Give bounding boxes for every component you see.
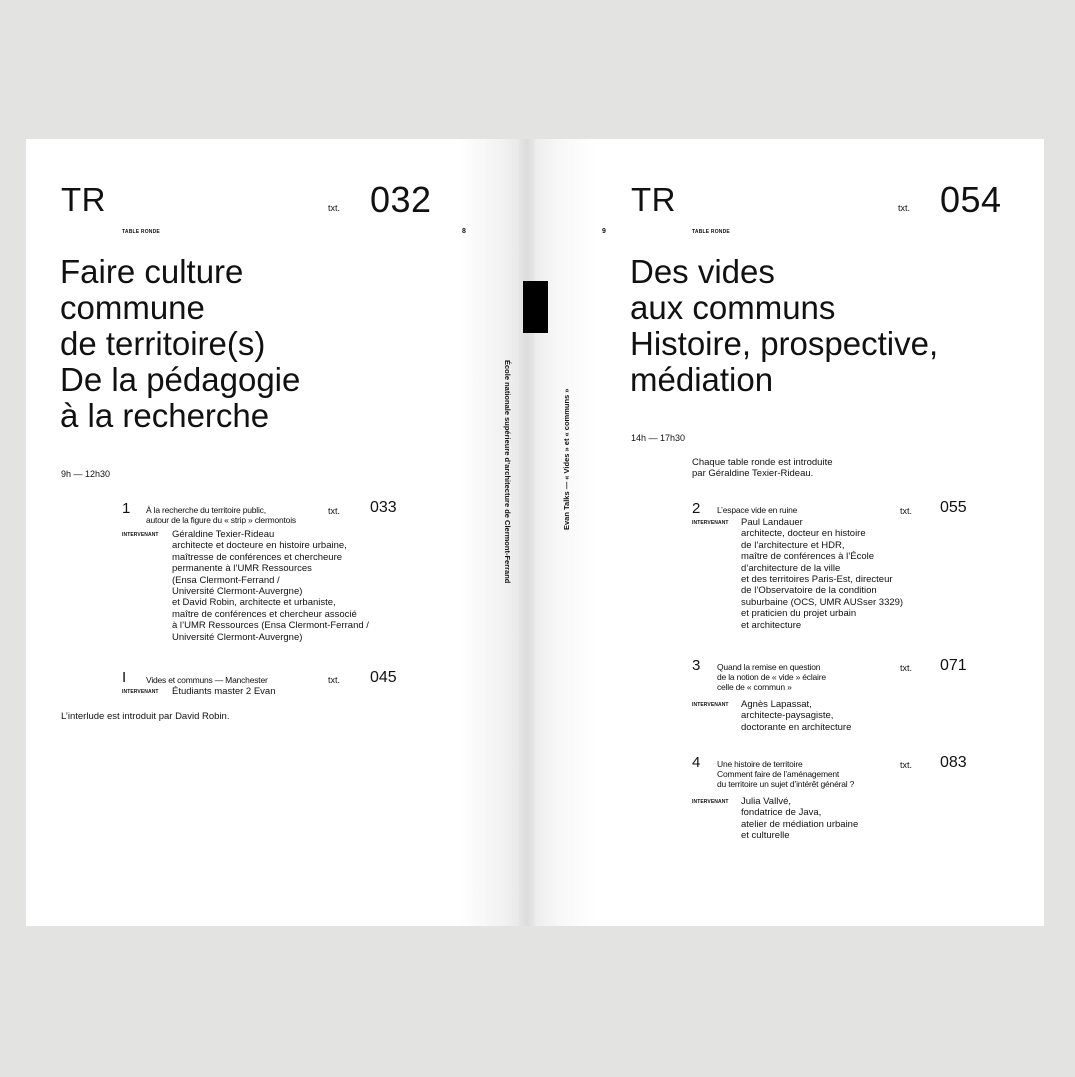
txt-label: txt. xyxy=(900,663,913,673)
intervenant-label: INTERVENANT xyxy=(692,799,729,805)
item-title-line: Comment faire de l’aménagement xyxy=(717,769,840,779)
speaker-line: maître de conférences à l’École xyxy=(741,551,875,563)
item-title-line: autour de la figure du « strip » clermontois xyxy=(146,515,296,525)
item-page-ref: 071 xyxy=(940,657,967,674)
intro-line: Chaque table ronde est introduite xyxy=(692,457,833,468)
txt-label: txt. xyxy=(328,203,341,213)
intro-text xyxy=(692,457,833,480)
left-page xyxy=(26,139,519,926)
page-folio: 9 xyxy=(602,228,606,235)
item-speakers xyxy=(172,529,369,643)
title-line: à la recherche xyxy=(60,397,270,434)
item-title xyxy=(717,759,854,789)
speaker-line: Étudiants master 2 Evan xyxy=(172,686,276,697)
speaker-line: atelier de médiation urbaine xyxy=(741,818,859,830)
item-page-ref: 033 xyxy=(370,499,397,516)
speaker-line: Université Clermont-Auvergne) xyxy=(172,586,303,598)
item-title-line: de la notion de « vide » éclaire xyxy=(717,672,826,682)
speaker-line: Géraldine Texier-Rideau xyxy=(172,529,275,540)
item-title-line: du territoire un sujet d’intérêt général ? xyxy=(717,779,855,789)
txt-label: txt. xyxy=(900,506,913,516)
speaker-line: maîtresse de conférences et chercheure xyxy=(172,551,343,563)
speaker-line: architecte, docteur en histoire xyxy=(741,528,866,540)
title-line: de territoire(s) xyxy=(60,325,266,362)
speaker-line: Julia Vallvé, xyxy=(741,796,791,807)
section-code: TR xyxy=(61,181,106,218)
speaker-line: (Ensa Clermont-Ferrand / xyxy=(172,574,280,586)
title-line: Faire culture xyxy=(60,253,244,290)
session-time: 14h — 17h30 xyxy=(631,433,686,443)
title-line: Histoire, prospective, xyxy=(630,325,939,362)
speaker-line: doctorante en architecture xyxy=(741,721,852,733)
intro-line: par Géraldine Texier-Rideau. xyxy=(692,468,814,480)
item-title-line: L’espace vide en ruine xyxy=(717,505,798,515)
page-title xyxy=(630,254,938,398)
vertical-school-name: École nationale supérieure d’architecture de Clermont-Ferrand xyxy=(503,360,512,584)
item-number: 4 xyxy=(692,754,701,771)
section-number: 054 xyxy=(940,179,1002,220)
txt-label: txt. xyxy=(328,506,341,516)
speaker-line: et des territoires Paris-Est, directeur xyxy=(741,574,893,586)
speaker-line: suburbaine (OCS, UMR AUSser 3329) xyxy=(741,596,904,608)
item-title-line: celle de « commun » xyxy=(717,682,792,692)
item-speakers xyxy=(741,699,851,733)
book-gutter xyxy=(519,139,535,926)
speaker-line: Paul Landauer xyxy=(741,517,803,528)
speaker-line: et David Robin, architecte et urbaniste, xyxy=(172,597,336,609)
title-line: De la pédagogie xyxy=(60,361,301,398)
item-number: 3 xyxy=(692,657,701,674)
item-title-line: Une histoire de territoire xyxy=(717,759,803,769)
speaker-line: et culturelle xyxy=(741,830,790,842)
item-number: 1 xyxy=(122,500,131,517)
intervenant-label: INTERVENANT xyxy=(692,702,729,708)
intervenant-label: INTERVENANT xyxy=(122,689,159,695)
item-title xyxy=(146,675,268,685)
speaker-line: de l’Observatoire de la condition xyxy=(741,585,877,597)
item-title-line: À la recherche du territoire public, xyxy=(146,505,266,515)
item-page-ref: 055 xyxy=(940,499,967,516)
right-page xyxy=(535,139,1044,926)
speaker-line: maître de conférences et chercheur associé xyxy=(172,608,357,620)
session-time: 9h — 12h30 xyxy=(61,469,111,479)
item-number: 2 xyxy=(692,500,701,517)
txt-label: txt. xyxy=(328,675,341,685)
item-title-line: Vides et communs — Manchester xyxy=(146,675,268,685)
item-speakers xyxy=(172,686,276,697)
intervenant-label: INTERVENANT xyxy=(122,532,159,538)
title-line: médiation xyxy=(630,361,774,398)
speaker-line: et architecture xyxy=(741,619,802,631)
footnote: L’interlude est introduit par David Robin. xyxy=(61,711,230,722)
title-line: aux communs xyxy=(630,289,836,326)
speaker-line: architecte-paysagiste, xyxy=(741,710,834,722)
vertical-event-name: Evan Talks — « Vides » et « communs » xyxy=(562,388,571,530)
speaker-line: architecte et docteure en histoire urbaine, xyxy=(172,540,347,552)
page-folio: 8 xyxy=(462,228,466,235)
intervenant-label: INTERVENANT xyxy=(692,520,729,526)
speaker-line: à l’UMR Ressources (Ensa Clermont-Ferrand / xyxy=(172,620,369,632)
item-speakers xyxy=(741,796,858,842)
item-title xyxy=(717,505,797,515)
speaker-line: permanente à l’UMR Ressources xyxy=(172,563,312,575)
item-title xyxy=(146,505,296,525)
speaker-line: Université Clermont-Auvergne) xyxy=(172,631,303,643)
speaker-line: de l’architecture et HDR, xyxy=(741,539,845,551)
title-line: commune xyxy=(60,289,205,326)
speaker-line: et praticien du projet urbain xyxy=(741,608,857,620)
txt-label: txt. xyxy=(900,760,913,770)
item-page-ref: 045 xyxy=(370,669,397,686)
section-subtitle: TABLE RONDE xyxy=(122,229,160,235)
item-title xyxy=(717,662,826,692)
speaker-line: fondatrice de Java, xyxy=(741,807,822,819)
speaker-line: Agnès Lapassat, xyxy=(741,699,812,710)
page-title xyxy=(60,254,300,434)
item-page-ref: 083 xyxy=(940,754,967,771)
item-speakers xyxy=(741,517,903,631)
item-title-line: Quand la remise en question xyxy=(717,662,821,672)
section-number: 032 xyxy=(370,179,432,220)
section-subtitle: TABLE RONDE xyxy=(692,229,730,235)
speaker-line: d’architecture de la ville xyxy=(741,562,841,574)
section-code: TR xyxy=(631,181,676,218)
section-tab-marker xyxy=(523,281,548,333)
txt-label: txt. xyxy=(898,203,911,213)
item-number: I xyxy=(122,669,127,686)
title-line: Des vides xyxy=(630,253,775,290)
